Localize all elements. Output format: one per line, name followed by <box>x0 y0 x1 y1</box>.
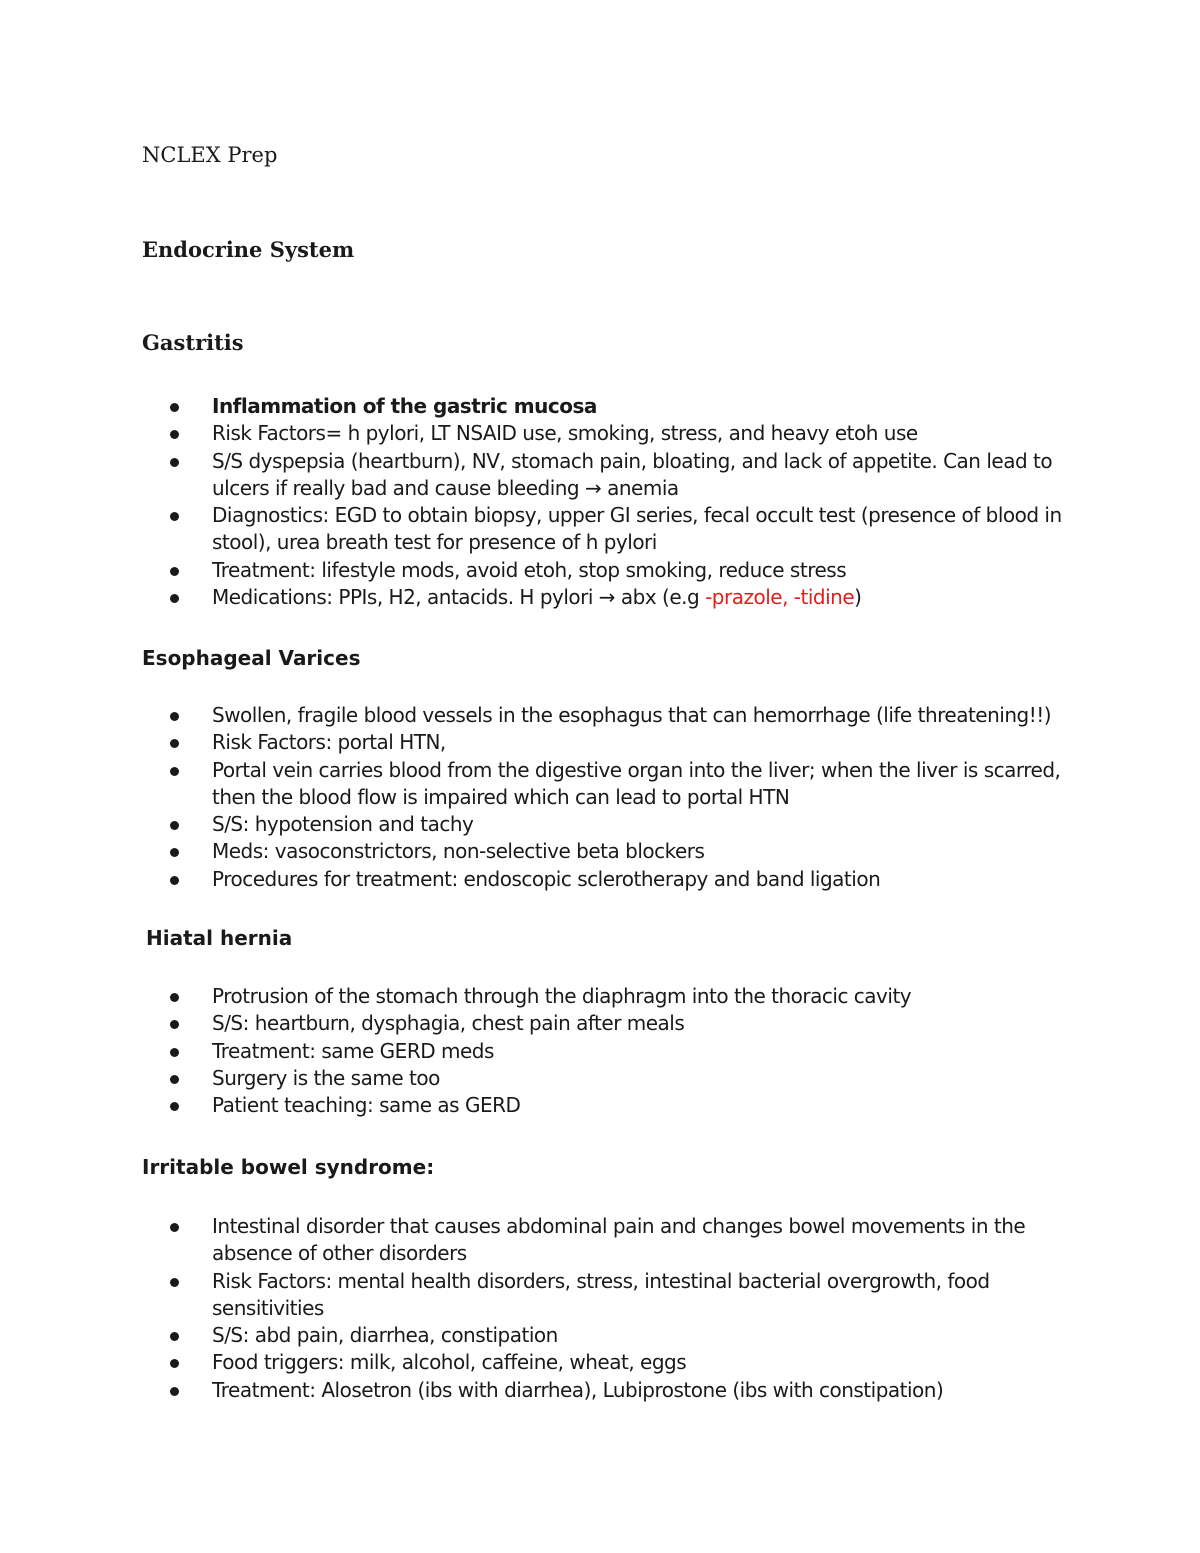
bullet-icon <box>170 567 179 576</box>
list-item: Procedures for treatment: endoscopic sclerotherapy and band ligation <box>170 866 1070 893</box>
bullet-icon <box>170 1387 179 1396</box>
bullet-icon <box>170 1102 179 1111</box>
list-item: Treatment: lifestyle mods, avoid etoh, stop smoking, reduce stress <box>170 557 1070 584</box>
gastritis-list <box>170 393 1070 611</box>
ibs-list <box>170 1213 1070 1404</box>
list-item: S/S: heartburn, dysphagia, chest pain after meals <box>170 1010 1070 1037</box>
bullet-icon <box>170 512 179 521</box>
list-item: Surgery is the same too <box>170 1065 1070 1092</box>
list-item: S/S: hypotension and tachy <box>170 811 1070 838</box>
list-item: Protrusion of the stomach through the diaphragm into the thoracic cavity <box>170 983 1070 1010</box>
bullet-icon <box>170 403 179 412</box>
list-item: Portal vein carries blood from the digestive organ into the liver; when the liver is scarred, then the blood flow is impaired which can lead to portal HTN <box>170 757 1070 812</box>
bullet-icon <box>170 1332 179 1341</box>
system-heading: Endocrine System <box>142 237 355 262</box>
list-item: Meds: vasoconstrictors, non-selective beta blockers <box>170 838 1070 865</box>
bullet-icon <box>170 1223 179 1232</box>
bullet-icon <box>170 848 179 857</box>
list-item: Risk Factors: portal HTN, <box>170 729 1070 756</box>
varices-list <box>170 702 1070 893</box>
highlighted-drug-suffixes: -prazole, -tidine <box>705 585 855 610</box>
bullet-icon <box>170 1048 179 1057</box>
list-item: Patient teaching: same as GERD <box>170 1092 1070 1119</box>
document-title: NCLEX Prep <box>142 143 278 167</box>
bullet-icon <box>170 594 179 603</box>
bullet-icon <box>170 1278 179 1287</box>
list-item: S/S: abd pain, diarrhea, constipation <box>170 1322 1070 1349</box>
list-item: Intestinal disorder that causes abdominal pain and changes bowel movements in the absence of other disorders <box>170 1213 1070 1268</box>
list-item: Diagnostics: EGD to obtain biopsy, upper GI series, fecal occult test (presence of blood in stool), urea breath test for presence of h pylori <box>170 502 1070 557</box>
list-item: Risk Factors: mental health disorders, stress, intestinal bacterial overgrowth, food sensitivities <box>170 1268 1070 1323</box>
section-title-ibs: Irritable bowel syndrome: <box>142 1155 435 1179</box>
list-item: Swollen, fragile blood vessels in the esophagus that can hemorrhage (life threatening!!) <box>170 702 1070 729</box>
section-title-gastritis: Gastritis <box>142 330 244 355</box>
bullet-icon <box>170 767 179 776</box>
bullet-icon <box>170 993 179 1002</box>
bullet-icon <box>170 821 179 830</box>
bullet-icon <box>170 430 179 439</box>
hiatal-list <box>170 983 1070 1119</box>
list-item: Treatment: same GERD meds <box>170 1038 1070 1065</box>
list-item: Food triggers: milk, alcohol, caffeine, wheat, eggs <box>170 1349 1070 1376</box>
section-title-hiatal-hernia: Hiatal hernia <box>146 926 293 950</box>
list-item: Risk Factors= h pylori, LT NSAID use, smoking, stress, and heavy etoh use <box>170 420 1070 447</box>
list-item: S/S dyspepsia (heartburn), NV, stomach pain, bloating, and lack of appetite. Can lead to ulcers if really bad and cause bleeding → anemia <box>170 448 1070 503</box>
bullet-icon <box>170 739 179 748</box>
bullet-icon <box>170 876 179 885</box>
bullet-icon <box>170 1075 179 1084</box>
bullet-icon <box>170 712 179 721</box>
list-item: Inflammation of the gastric mucosa <box>170 393 1070 420</box>
section-title-varices: Esophageal Varices <box>142 646 361 670</box>
bullet-icon <box>170 1359 179 1368</box>
list-item: Medications: PPIs, H2, antacids. H pylori → abx (e.g -prazole, -tidine) <box>170 584 1070 611</box>
bullet-icon <box>170 458 179 467</box>
list-item: Treatment: Alosetron (ibs with diarrhea), Lubiprostone (ibs with constipation) <box>170 1377 1070 1404</box>
bullet-icon <box>170 1020 179 1029</box>
